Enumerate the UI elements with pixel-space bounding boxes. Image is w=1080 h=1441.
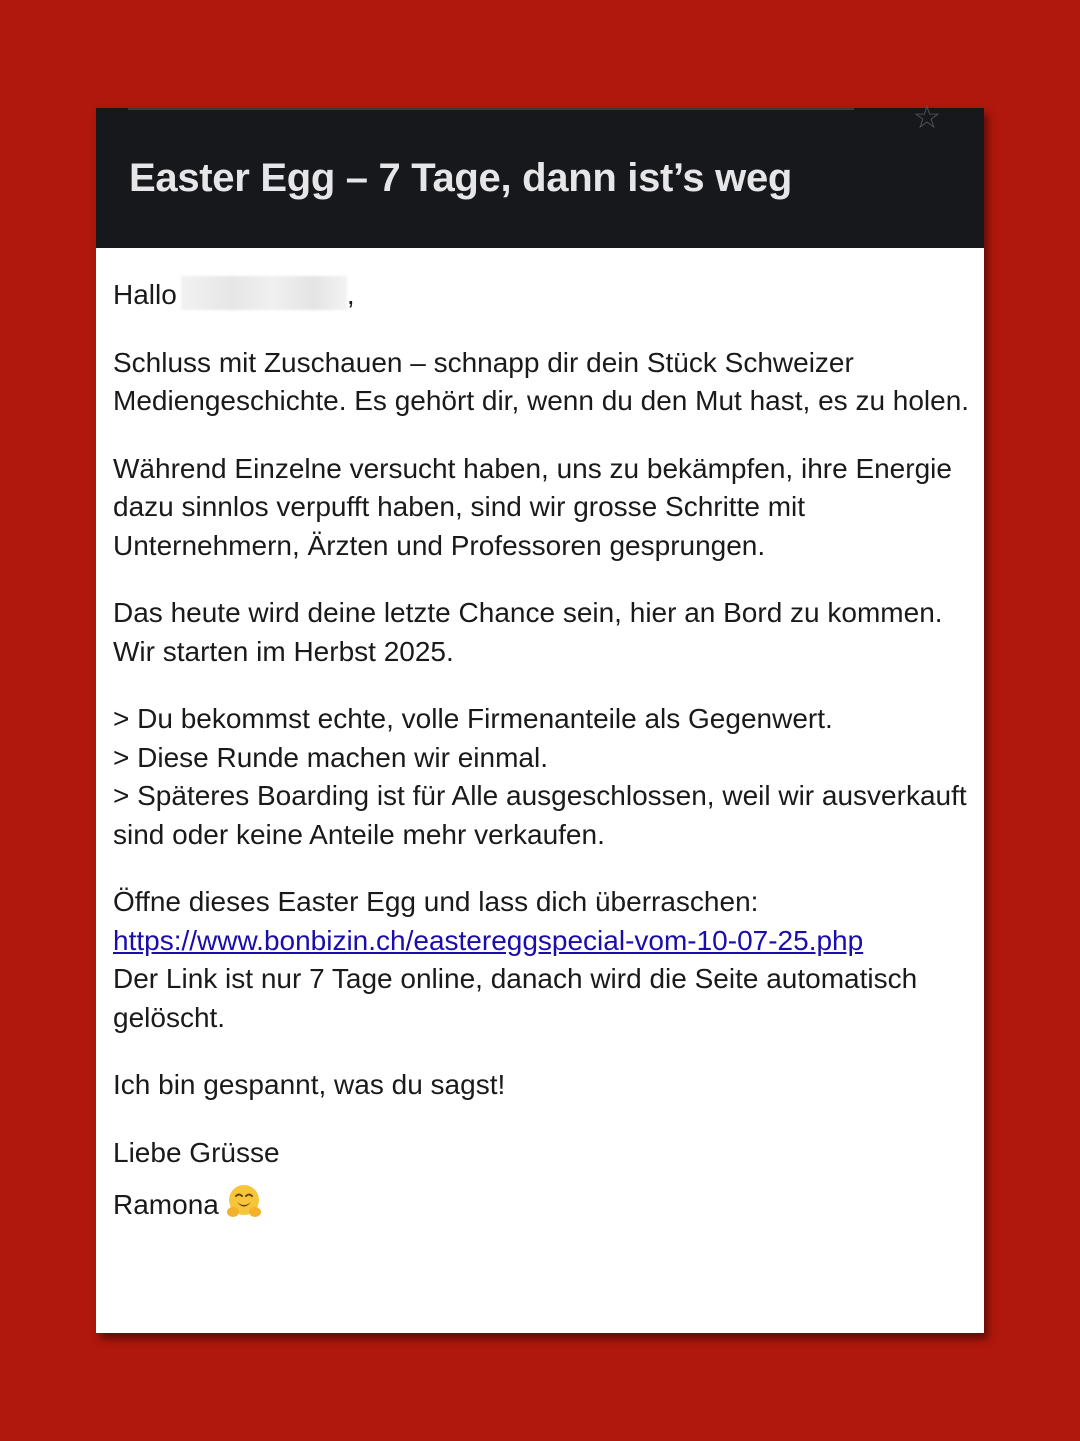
bullet-item: > Diese Runde machen wir einmal.	[113, 741, 548, 773]
email-card	[96, 98, 984, 1333]
bullet-list	[113, 700, 973, 854]
paragraph-2: Während Einzelne versucht haben, uns zu bekämpfen, ihre Energie dazu sinnlos verpufft haben, sind wir grosse Schritte mit Unternehmern, Ärzten und Professoren gesprungen.	[113, 452, 952, 561]
promo-link[interactable]: https://www.bonbizin.ch/eastereggspecial-vom-10-07-25.php	[113, 924, 864, 956]
paragraph-1: Schluss mit Zuschauen – schnapp dir dein Stück Schweizer Mediengeschichte. Es gehört dir, wenn du den Mut hast, es zu holen.	[113, 346, 970, 416]
star-icon[interactable]: ☆	[912, 98, 942, 136]
header-divider	[128, 108, 854, 110]
email-body	[113, 276, 973, 1225]
hugging-face-emoji-icon	[225, 1182, 263, 1220]
link-note: Der Link ist nur 7 Tage online, danach wird die Seite automatisch gelöscht.	[113, 963, 918, 1033]
email-header	[96, 98, 984, 248]
bullet-item: > Du bekommst echte, volle Firmenanteile als Gegenwert.	[113, 703, 833, 734]
bullet-item: > Späteres Boarding ist für Alle ausgeschlossen, weil wir ausverkauft sind oder keine Anteile mehr verkaufen.	[113, 780, 967, 850]
signature: Ramona	[113, 1189, 219, 1220]
link-section	[113, 883, 973, 1037]
email-subject: Easter Egg – 7 Tage, dann ist’s weg	[129, 156, 793, 200]
redacted-name	[181, 276, 347, 310]
sign-off: Liebe Grüsse	[113, 1136, 280, 1168]
closing-question: Ich bin gespannt, was du sagst!	[113, 1069, 506, 1100]
link-intro: Öffne dieses Easter Egg und lass dich überraschen:	[113, 886, 759, 917]
greeting	[113, 276, 973, 315]
paragraph-3: Das heute wird deine letzte Chance sein, hier an Bord zu kommen. Wir starten im Herbst 2025.	[113, 597, 943, 667]
greeting-suffix: ,	[346, 279, 355, 310]
greeting-prefix: Hallo	[113, 279, 177, 310]
signature-line	[113, 1182, 973, 1225]
